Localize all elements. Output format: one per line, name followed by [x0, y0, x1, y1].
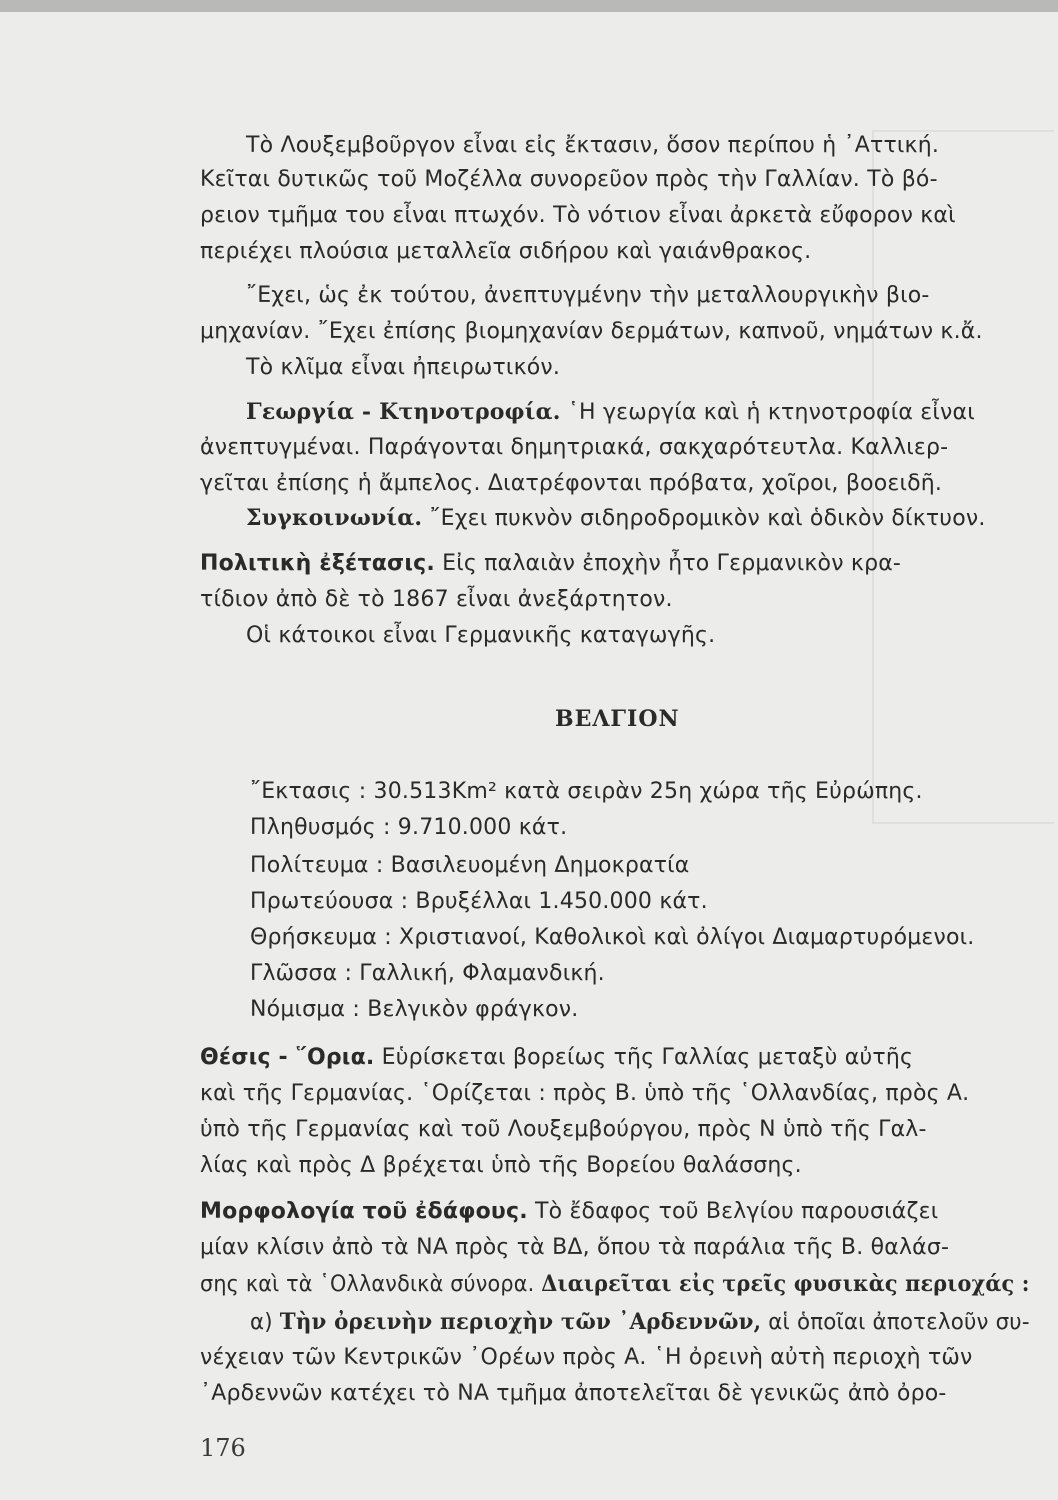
politics-heading: Πολιτικὴ ἐξέτασις.	[200, 551, 435, 576]
morphology-heading: Μορφολογία τοῦ ἐδάφους.	[200, 1199, 528, 1224]
text-line: περιέχει πλούσια μεταλλεῖα σιδήρου καὶ γαιάνθρακος.	[200, 239, 812, 264]
text-line: ᾿Αρδεννῶν κατέχει τὸ ΝΑ τμῆμα ἀποτελεῖται δὲ γενικῶς ἀπὸ ὀρο-	[200, 1381, 947, 1406]
text-line: καὶ τῆς Γερμανίας. ῾Ορίζεται : πρὸς Β. ὑπὸ τῆς ῾Ολλανδίας, πρὸς Α.	[200, 1081, 970, 1106]
text-line: Τὸ κλῖμα εἶναι ἠπειρωτικόν.	[246, 355, 561, 380]
text-line: τίδιον ἀπὸ δὲ τὸ 1867 εἶναι ἀνεξάρτητον.	[200, 587, 673, 612]
fact-religion: Θρήσκευμα : Χριστιανοί, Καθολικοὶ καὶ ὀλίγοι Διαμαρτυρόμενοι.	[250, 925, 975, 950]
text-line: γεῖται ἐπίσης ἡ ἄμπελος. Διατρέφονται πρόβατα, χοῖροι, βοοειδῆ.	[200, 471, 943, 496]
agriculture-line: Γεωργία - Κτηνοτροφία. ῾Η γεωργία καὶ ἡ κτηνοτροφία εἶναι	[246, 399, 975, 425]
text-line: νέχειαν τῶν Κεντρικῶν ᾿Ορέων πρὸς Α. ῾Η ὀρεινὴ αὐτὴ περιοχὴ τῶν	[200, 1345, 973, 1370]
page-number: 176	[200, 1434, 246, 1462]
fact-government: Πολίτευμα : Βασιλευομένη Δημοκρατία	[250, 853, 690, 878]
regions-statement: Διαιρεῖται εἰς τρεῖς φυσικὰς περιοχάς :	[541, 1271, 1030, 1297]
position-line: Θέσις - ῞Ορια. Εὑρίσκεται βορείως τῆς Γαλλίας μεταξὺ αὐτῆς	[200, 1045, 914, 1070]
fact-population: Πληθυσμός : 9.710.000 κάτ.	[250, 815, 568, 840]
position-heading: Θέσις - ῞Ορια.	[200, 1045, 375, 1070]
text-line: Οἱ κάτοικοι εἶναι Γερμανικῆς καταγωγῆς.	[246, 623, 716, 648]
fact-language: Γλῶσσα : Γαλλική, Φλαμανδική.	[250, 961, 605, 986]
text-line: λίας καὶ πρὸς Δ βρέχεται ὑπὸ τῆς Βορείου θαλάσσης.	[200, 1153, 802, 1178]
fact-area: ῎Εκτασις : 30.513Km² κατὰ σειρὰν 25η χώρα τῆς Εὐρώπης.	[250, 779, 923, 804]
ardennes-line: α) Τὴν ὀρεινὴν περιοχὴν τῶν ᾿Αρδεννῶν, αἱ ὁποῖαι ἀποτελοῦν συ-	[250, 1309, 1030, 1335]
fact-capital: Πρωτεύουσα : Βρυξέλλαι 1.450.000 κάτ.	[250, 889, 708, 914]
text-line: μίαν κλίσιν ἀπὸ τὰ ΝΑ πρὸς τὰ ΒΔ, ὅπου τὰ παράλια τῆς Β. θαλάσ-	[200, 1235, 950, 1260]
agriculture-heading: Γεωργία - Κτηνοτροφία.	[246, 399, 561, 425]
text-line: σης καὶ τὰ ῾Ολλανδικὰ σύνορα. Διαιρεῖται εἰς τρεῖς φυσικὰς περιοχάς :	[200, 1271, 1030, 1297]
communications-heading: Συγκοινωνία.	[246, 505, 423, 531]
section-title: ΒΕΛΓΙΟΝ	[555, 706, 680, 732]
text-line: ὑπὸ τῆς Γερμανίας καὶ τοῦ Λουξεμβούργου, πρὸς Ν ὑπὸ τῆς Γαλ-	[200, 1117, 927, 1142]
morphology-line: Μορφολογία τοῦ ἐδάφους. Τὸ ἔδαφος τοῦ Βελγίου παρουσιάζει	[200, 1199, 939, 1224]
text-line: Τὸ Λουξεμβοῦργον εἶναι εἰς ἔκτασιν, ὅσον περίπου ἡ ᾿Αττική.	[246, 133, 940, 158]
text-line: ἀνεπτυγμέναι. Παράγονται δημητριακά, σακχαρότευτλα. Καλλιερ-	[200, 435, 949, 460]
text-line: Κεῖται δυτικῶς τοῦ Μοζέλλα συνορεῦον πρὸς τὴν Γαλλίαν. Τὸ βό-	[200, 167, 938, 192]
text-line: ρειον τμῆμα του εἶναι πτωχόν. Τὸ νότιον εἶναι ἀρκετὰ εὔφορον καὶ	[200, 203, 956, 228]
ardennes-heading: Τὴν ὀρεινὴν περιοχὴν τῶν ᾿Αρδεννῶν,	[279, 1309, 762, 1335]
politics-line: Πολιτικὴ ἐξέτασις. Εἰς παλαιὰν ἐποχὴν ἦτο Γερμανικὸν κρα-	[200, 551, 902, 576]
text-line: μηχανίαν. ῎Εχει ἐπίσης βιομηχανίαν δερμάτων, καπνοῦ, νημάτων κ.ἄ.	[200, 319, 983, 344]
scan-top-edge	[0, 0, 1058, 12]
text-line: ῎Εχει, ὡς ἐκ τούτου, ἀνεπτυγμένην τὴν μεταλλουργικὴν βιο-	[246, 283, 930, 308]
communications-line: Συγκοινωνία. ῎Εχει πυκνὸν σιδηροδρομικὸν καὶ ὁδικὸν δίκτυον.	[246, 505, 986, 531]
fact-currency: Νόμισμα : Βελγικὸν φράγκον.	[250, 997, 579, 1022]
